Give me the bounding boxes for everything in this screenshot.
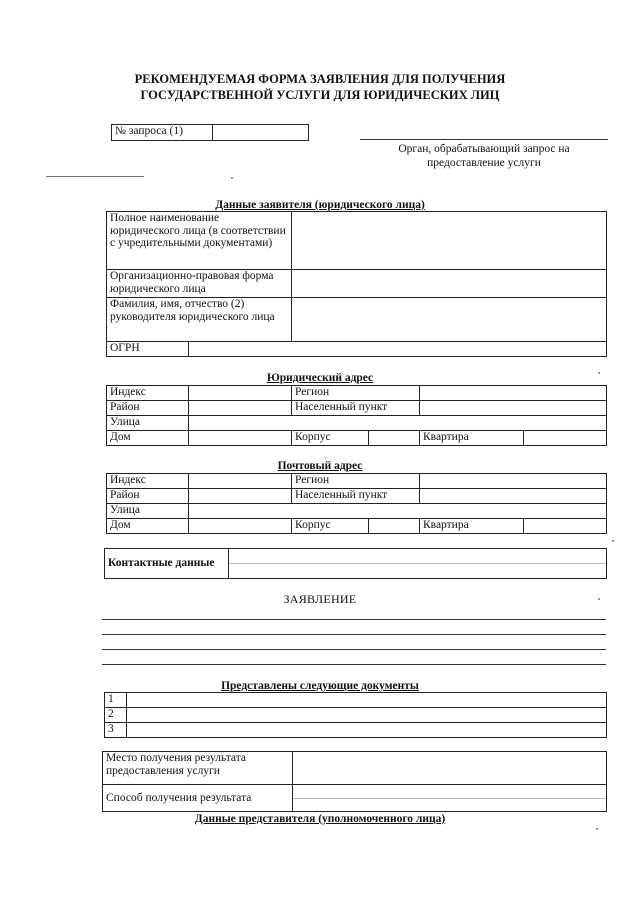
postal-building-field[interactable]	[369, 519, 420, 534]
authority-caption-line1: Орган, обрабатывающий запрос на	[398, 143, 570, 155]
postal-district-field[interactable]	[189, 489, 292, 504]
document-row-field[interactable]	[127, 723, 607, 738]
scan-mark-dot	[231, 177, 233, 179]
legal-house-field[interactable]	[189, 431, 292, 446]
authority-caption	[360, 142, 608, 170]
legal-street-field[interactable]	[189, 416, 607, 431]
postal-district-label: Район	[107, 489, 189, 504]
document-row-field[interactable]	[127, 693, 607, 708]
legal-form-field[interactable]	[292, 270, 607, 298]
documents-table	[104, 692, 607, 738]
legal-address-title: Юридический адрес	[266, 372, 374, 384]
document-row-number: 1	[105, 693, 127, 708]
legal-building-field[interactable]	[369, 431, 420, 446]
statement-line-4[interactable]	[102, 664, 606, 665]
authority-line[interactable]	[360, 139, 608, 140]
legal-locality-label: Населенный пункт	[292, 401, 420, 416]
applicant-table	[106, 211, 607, 357]
form-title-line2: ГОСУДАРСТВЕННОЙ УСЛУГИ ДЛЯ ЮРИДИЧЕСКИХ ЛИЦ	[140, 88, 500, 102]
postal-locality-field[interactable]	[420, 489, 607, 504]
result-method-label: Способ получения результата	[103, 785, 293, 812]
legal-apartment-field[interactable]	[524, 431, 607, 446]
head-name-field[interactable]	[292, 298, 607, 342]
legal-region-label: Регион	[292, 386, 420, 401]
postal-region-field[interactable]	[420, 474, 607, 489]
form-title-line1: РЕКОМЕНДУЕМАЯ ФОРМА ЗАЯВЛЕНИЯ ДЛЯ ПОЛУЧЕНИЯ	[134, 72, 506, 86]
ogrn-field[interactable]	[189, 342, 607, 357]
postal-address-title: Почтовый адрес	[277, 460, 363, 472]
request-number-field[interactable]	[213, 125, 309, 141]
statement-line-1[interactable]	[102, 619, 606, 620]
postal-region-label: Регион	[292, 474, 420, 489]
postal-house-label: Дом	[107, 519, 189, 534]
request-number-label: № запроса (1)	[112, 125, 213, 141]
postal-apartment-label: Квартира	[420, 519, 524, 534]
applicant-section-title: Данные заявителя (юридического лица)	[215, 199, 425, 211]
document-row-number: 2	[105, 708, 127, 723]
legal-locality-field[interactable]	[420, 401, 607, 416]
legal-index-label: Индекс	[107, 386, 189, 401]
postal-address-table	[106, 473, 607, 534]
legal-apartment-label: Квартира	[420, 431, 524, 446]
documents-title: Представлены следующие документы	[221, 680, 419, 692]
result-table	[102, 751, 607, 812]
authority-caption-line2: предоставление услуги	[427, 157, 541, 169]
legal-district-label: Район	[107, 401, 189, 416]
postal-house-field[interactable]	[189, 519, 292, 534]
document-row-number: 3	[105, 723, 127, 738]
contacts-field[interactable]	[229, 549, 607, 579]
postal-index-field[interactable]	[189, 474, 292, 489]
legal-region-field[interactable]	[420, 386, 607, 401]
result-method-guide	[293, 798, 606, 799]
legal-index-field[interactable]	[189, 386, 292, 401]
request-number-table	[111, 124, 309, 141]
legal-street-label: Улица	[107, 416, 189, 431]
legal-address-table	[106, 385, 607, 446]
legal-building-label: Корпус	[292, 431, 369, 446]
postal-locality-label: Населенный пункт	[292, 489, 420, 504]
document-row-field[interactable]	[127, 708, 607, 723]
postal-building-label: Корпус	[292, 519, 369, 534]
result-method-field[interactable]	[293, 785, 607, 812]
result-place-field[interactable]	[293, 752, 607, 785]
head-name-label: Фамилия, имя, отчество (2) руководителя юридического лица	[107, 298, 292, 342]
postal-street-field[interactable]	[189, 504, 607, 519]
postal-index-label: Индекс	[107, 474, 189, 489]
representative-title: Данные представителя (уполномоченного лица)	[194, 813, 446, 825]
statement-line-2[interactable]	[102, 634, 606, 635]
contacts-field-guide	[229, 563, 606, 564]
contacts-label: Контактные данные	[105, 549, 229, 579]
postal-apartment-field[interactable]	[524, 519, 607, 534]
scan-speck	[598, 372, 600, 374]
legal-house-label: Дом	[107, 431, 189, 446]
scan-speck	[596, 828, 598, 830]
ogrn-label: ОГРН	[107, 342, 189, 357]
scan-speck	[598, 598, 600, 600]
scan-speck	[612, 540, 614, 542]
statement-title: ЗАЯВЛЕНИЕ	[283, 592, 357, 606]
statement-line-3[interactable]	[102, 649, 606, 650]
result-place-label: Место получения результата предоставления услуги	[103, 752, 293, 785]
scan-mark-line	[46, 176, 144, 177]
legal-district-field[interactable]	[189, 401, 292, 416]
postal-street-label: Улица	[107, 504, 189, 519]
full-name-label: Полное наименование юридического лица (в соответствии с учредительными документами)	[107, 212, 292, 270]
legal-form-label: Организационно-правовая форма юридического лица	[107, 270, 292, 298]
full-name-field[interactable]	[292, 212, 607, 270]
contacts-table	[104, 548, 607, 579]
